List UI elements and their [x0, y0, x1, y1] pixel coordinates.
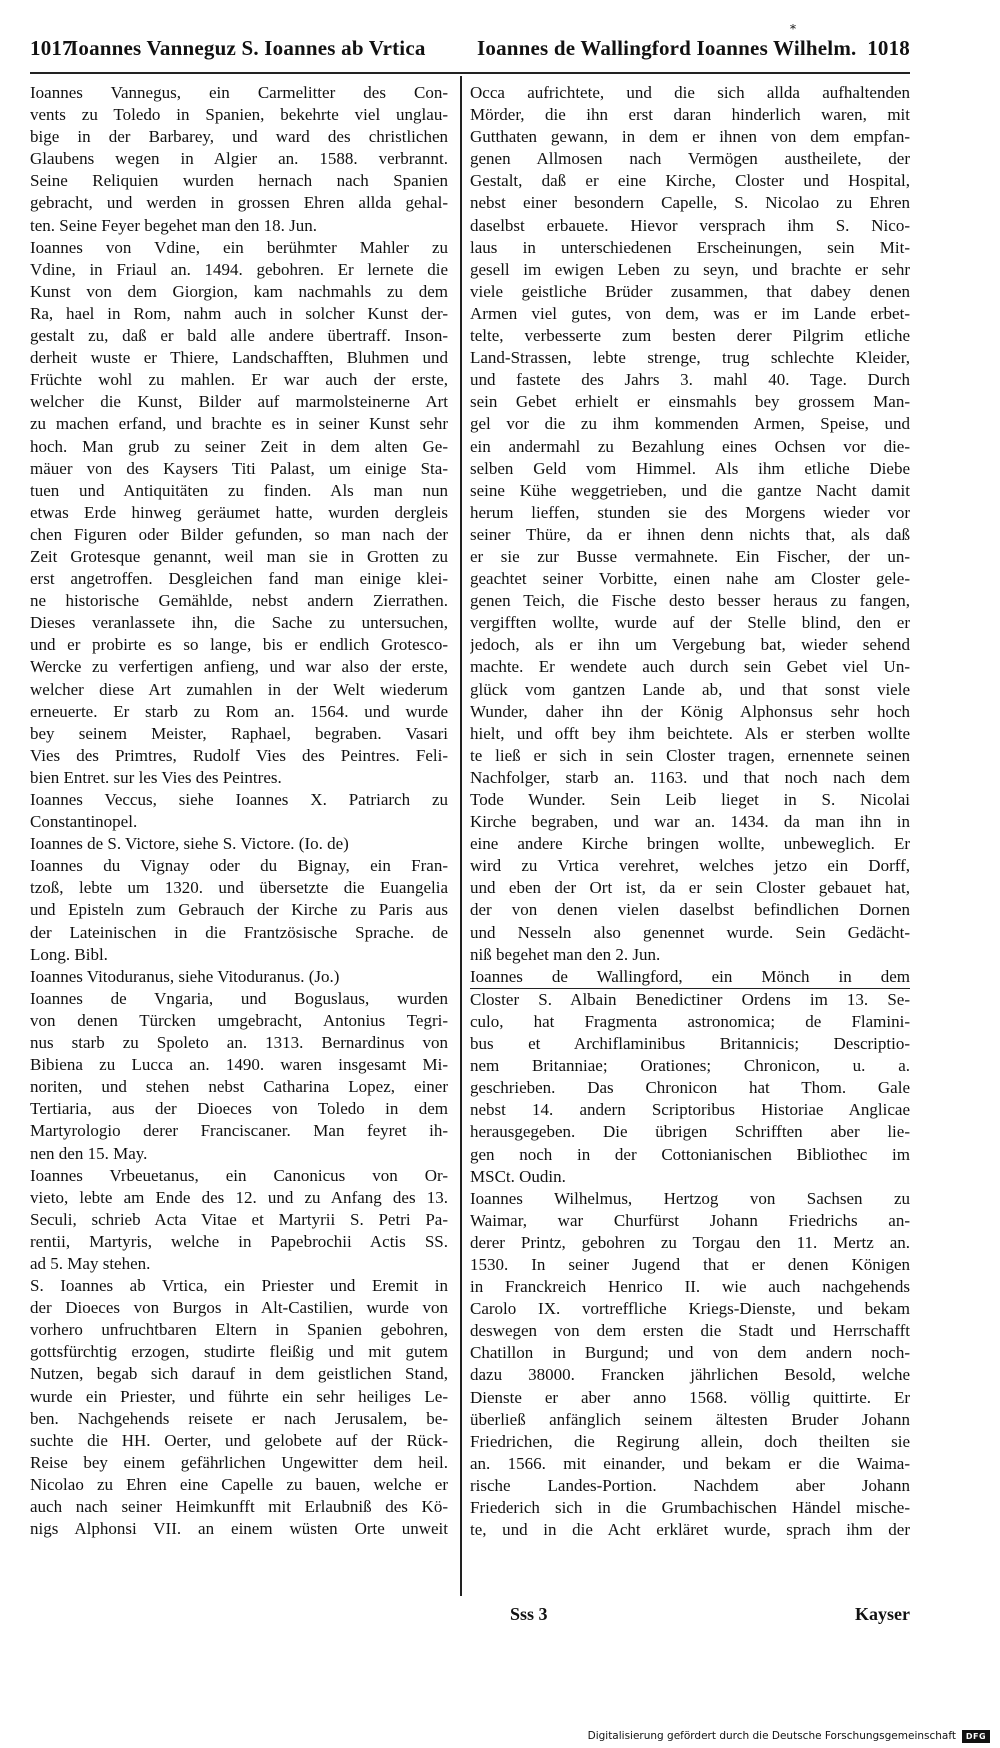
text-line: von denen Türcken umgebracht, Antonius Tegri- [30, 1010, 448, 1030]
text-line: Friederich sich in die Grumbachischen Händel mische- [470, 1498, 910, 1517]
text-line: nebst einer besondern Capelle, S. Nicolao zu Ehren [470, 193, 910, 213]
text-line: Ioannes de Vngaria, und Boguslaus, wurden [30, 988, 448, 1008]
digitization-footer [588, 1728, 990, 1744]
text-line: gestalt zu, daß er bald alle andere übertraff. Inson- [30, 326, 448, 346]
text-line: 1530. In seiner Jugend that er denen Königen [470, 1254, 910, 1274]
text-line: tuen und Antiquitäten zu finden. Als man nun [30, 480, 448, 500]
text-line: überließ anfänglich seinem ältesten Bruder Johann [470, 1409, 910, 1429]
text-line: S. Ioannes ab Vrtica, ein Priester und Eremit in [30, 1276, 448, 1296]
text-line: welcher die Kunst, Bilder auf marmolsteinerne Art [30, 392, 448, 412]
text-line: ten. Seine Feyer begehet man den 18. Jun. [30, 215, 318, 235]
text-line: Kirche begraben, und war an. 1434. da man ihn in [470, 812, 910, 832]
text-line: zu machen erfand, und brachte es in seiner Kunst sehr [30, 414, 448, 434]
text-line: Nutzen, begab sich darauf in dem geistlichen Stand, [30, 1364, 448, 1384]
text-line: erneuerte. Er starb zu Rom an. 1564. und wurde [30, 701, 448, 721]
text-line: Armen viel gutes, von dem, was er im Lande erbet- [470, 303, 910, 323]
text-line: laus in unterschiedenen Erscheinungen, sein Mit- [470, 237, 910, 257]
text-line: Friedrichen, die Regirung allein, doch theilten sie [470, 1431, 910, 1451]
text-line: Ioannes de Wallingford, ein Mönch in dem [470, 966, 910, 989]
text-line: Ioannes Wilhelmus, Hertzog von Sachsen zu [470, 1188, 910, 1208]
left-column [30, 82, 448, 1602]
text-line: vergifften wollte, wurde auf der Stelle blind, den er [470, 613, 910, 633]
text-line: Martyrologio derer Franciscaner. Man feyret ih- [30, 1121, 448, 1141]
text-line: eine andere Kirche bringen wollte, unbeweglich. Er [470, 834, 910, 854]
text-line: derheit wuste er Thiere, Landschafften, Bluhmen und [30, 348, 448, 368]
text-line: culo, hat Fragmenta astronomica; de Flamini- [470, 1011, 910, 1031]
text-line: gebracht, und werden in grossen Ehren allda gehal- [30, 193, 448, 213]
text-line: und Episteln zum Gebrauch der Kirche zu Paris aus [30, 900, 448, 920]
text-line: Nachfolger, starb an. 1163. und that noch nach dem [470, 767, 910, 787]
text-line: Ra, hael in Rom, nahm auch in solcher Kunst der- [30, 303, 448, 323]
text-line: Ioannes Veccus, siehe Ioannes X. Patriarch zu [30, 790, 448, 809]
signature-mark: Sss 3 [510, 1604, 548, 1624]
text-line: wurde ein Priester, und führte ein sehr heiliges Le- [30, 1386, 448, 1406]
text-line: te, und in die Acht erkläret wurde, sprach ihm der [470, 1520, 910, 1540]
text-line: ad 5. May stehen. [30, 1253, 151, 1273]
text-line: rentii, Martyris, welche in Papebrochii Actis SS. [30, 1231, 448, 1251]
text-line: erst angetroffen. Desgleichen fand man einige klei- [30, 569, 448, 589]
text-line: auch nach seiner Heimkunfft mit Erlaubniß des Kö- [30, 1497, 448, 1516]
text-line: Seculi, schrieb Acta Vitae et Martyrii S. Petri Pa- [30, 1209, 448, 1229]
text-line: ben. Nachgehends reisete er nach Jerusalem, be- [30, 1408, 448, 1428]
text-line: nem Britanniae; Orationes; Chronicon, u. a. [470, 1056, 910, 1076]
text-line: Früchte wohl zu mahlen. Er war auch der erste, [30, 370, 448, 390]
text-line: vorhero unfruchtbaren Eltern in Spanien gebohren, [30, 1320, 448, 1340]
text-line: Reise bey einem gefährlichen Ungewitter dem heil. [30, 1452, 448, 1472]
text-line: Seine Reliquien wurden hernach nach Spanien [30, 171, 448, 191]
text-line: seiner Thüre, da er ihnen denn nichts that, als daß [470, 524, 910, 544]
text-line: der Lateinischen in die Frantzösische Sprache. de [30, 922, 448, 942]
footer-credit: Digitalisierung gefördert durch die Deutsche Forschungsgemeinschaft [587, 1730, 956, 1742]
text-line: gen noch in der Cottonianischen Bibliothec im [470, 1144, 910, 1164]
text-line: hoch. Man grub zu seiner Zeit in dem alten Ge- [30, 436, 448, 456]
text-line: Gutthaten gewann, in dem er ihnen von dem empfan- [470, 127, 910, 147]
text-line: Land-Strassen, lebte strenge, trug schlechte Kleider, [470, 348, 910, 368]
running-header [30, 36, 910, 70]
text-line: suchte die HH. Oerter, und gelobete auf der Rück- [30, 1430, 448, 1450]
text-line: gesell im ewigen Leben zu seyn, und brachte er sehr [470, 259, 910, 279]
text-line: Vdine, in Friaul an. 1494. gebohren. Er lernete die [30, 259, 448, 279]
text-line: seine Kühe weggetrieben, und die gantze Nacht damit [470, 480, 910, 500]
page-number-right: 1018 [867, 36, 910, 60]
text-line: Chatillon in Burgund; und von dem andern noch- [470, 1343, 910, 1363]
text-line: machte. Er wendete auch durch sein Gebet viel Un- [470, 657, 910, 677]
text-line: Nicolao zu Ehren eine Capelle zu bauen, welche er [30, 1474, 448, 1494]
text-line: welcher diese Art zumahlen in der Welt wiederum [30, 679, 448, 699]
text-line: chen Figuren oder Bilder gefunden, so man nach der [30, 524, 448, 544]
text-line: Ioannes Vitoduranus, siehe Vitoduranus. (Jo.) [30, 966, 340, 986]
text-line: Zeit Grotesque genannt, weil man sie in Grotten zu [30, 546, 448, 566]
text-line: der von denen vielen daselbst befindlichen Dornen [470, 900, 910, 920]
text-line: Vies des Primtres, Rudolf Vies des Peintres. Feli- [30, 745, 448, 765]
text-line: etwas Erde hinweg geräumet hatte, wurden dergleis [30, 502, 448, 522]
text-line: rische Landes-Portion. Nachdem aber Johann [470, 1475, 910, 1495]
text-line: niß begehet man den 2. Jun. [470, 944, 661, 964]
text-line: genen Teich, die Fische desto besser heraus zu fangen, [470, 591, 910, 611]
text-line: nigs Alphonsi VII. an einem wüsten Orte unweit [30, 1519, 448, 1539]
text-line: Gestalt, daß er eine Kirche, Closter und Hospital, [470, 171, 910, 191]
text-line: daselbst erbauete. Hievor versprach ihm S. Nico- [470, 215, 910, 235]
text-line: Tode Wunder. Sein Leib lieget in S. Nicolai [470, 790, 910, 809]
text-line: Bibiena zu Lucca an. 1490. waren insgesamt Mi- [30, 1055, 448, 1075]
text-line: nebst 14. andern Scriptoribus Historiae Anglicae [470, 1100, 910, 1120]
text-line: und eben der Ort ist, da er sein Closter gebauet hat, [470, 878, 910, 898]
text-line: Kunst von dem Giorgion, kam nachmahls zu dem [30, 281, 448, 301]
text-line: genen Allmosen nach Vermögen austheilete, der [470, 149, 910, 169]
text-line: Waimar, war Churfürst Johann Friedrichs an- [470, 1210, 910, 1230]
page-number-left: 1017 [30, 36, 73, 60]
text-line: jedoch, als er ihn um Vergebung bat, wieder sehend [470, 635, 910, 655]
text-line: in Franckreich Henrico II. wie auch nachgehends [470, 1277, 910, 1297]
text-line: Ioannes von Vdine, ein berühmter Mahler zu [30, 237, 448, 257]
text-line: noriten, und stehen nebst Catharina Lopez, einer [30, 1077, 448, 1097]
text-line: hielt, und offt bey ihm beichtete. Als er sterben wollte [470, 723, 910, 743]
right-column [470, 82, 910, 1602]
header-rule [30, 72, 910, 74]
text-line: Glaubens wegen in Algier an. 1588. verbrannt. [30, 149, 448, 169]
text-line: Occa aufrichtete, und die sich allda aufhaltenden [470, 83, 910, 102]
top-mark: * [790, 22, 796, 36]
text-line: Tertiaria, aus der Dioeces von Toledo in dem [30, 1099, 448, 1119]
dfg-logo: DFG [962, 1730, 990, 1743]
text-line: gottsfürchtig erzogen, studirte fleißig und mit gutem [30, 1342, 448, 1362]
text-line: Carolo IX. vortreffliche Kriegs-Dienste, und bekam [470, 1299, 910, 1319]
text-line: bige in der Barbarey, und ward des christlichen [30, 127, 448, 147]
text-line: Ioannes Vrbeuetanus, ein Canonicus von Or- [30, 1165, 448, 1185]
text-line: Constantinopel. [30, 812, 138, 832]
text-line: dazu 38000. Francken jährlichen Besold, welche [470, 1365, 910, 1385]
text-line: bien Entret. sur les Vies des Peintres. [30, 767, 282, 787]
text-line: viele geistliche Brüder zusammen, that dabey denen [470, 281, 910, 301]
text-line: deswegen von dem ersten die Stadt und Herrschafft [470, 1321, 910, 1341]
text-line: und er probirte es so lange, bis er endlich Grotesco- [30, 635, 448, 655]
text-line: ne historische Gemählde, nebst andern Zierrathen. [30, 591, 448, 611]
text-line: te ließ er sich in sein Closter tragen, ernennete seinen [470, 745, 910, 765]
text-line: der Dioeces von Burgos in Alt-Castilien, wurde von [30, 1298, 448, 1318]
text-line: glück vom gantzen Lande ab, und that sonst viele [470, 679, 910, 699]
text-line: Closter S. Albain Benedictiner Ordens im 13. Se- [470, 989, 910, 1009]
header-right-title: Ioannes de Wallingford Ioannes Wilhelm. [477, 36, 857, 60]
text-line: herum lieffen, stunden sie des Morgens wieder vor [470, 502, 910, 522]
text-line: bey seinem Meister, Raphael, begraben. Vasari [30, 723, 448, 743]
text-line: bus et Archiflaminibus Britannicis; Descriptio- [470, 1034, 910, 1054]
text-line: gel vor die zu ihm kommenden Armen, Speise, und [470, 414, 910, 434]
text-line: mäuer von des Kaysers Titi Palast, um einige Sta- [30, 458, 448, 478]
text-line: Ioannes du Vignay oder du Bignay, ein Fran- [30, 856, 448, 876]
text-line: vents zu Toledo in Spanien, bekehrte viel unglau- [30, 105, 448, 125]
text-line: MSCt. Oudin. [470, 1166, 566, 1186]
text-line: er sie zur Busse vermahnete. Ein Fischer, der un- [470, 546, 910, 566]
text-line: geachtet seiner Vorbitte, einen nahe am Closter gele- [470, 569, 910, 589]
text-line: und Nesseln also genennet wurde. Sein Gedächt- [470, 922, 910, 942]
text-line: tzoß, lebte um 1320. und übersetzte die Euangelia [30, 878, 448, 898]
text-line: und fastete des Jahrs 3. mahl 40. Tage. Durch [470, 370, 910, 390]
text-line: wird zu Vrtica verehret, welches jetzo ein Dorff, [470, 856, 910, 876]
text-line: Ioannes Vannegus, ein Carmelitter des Con- [30, 83, 448, 102]
text-line: herausgegeben. Die übrigen Schrifften aber lie- [470, 1122, 910, 1142]
text-line: nus starb zu Spoleto an. 1313. Bernardinus von [30, 1033, 448, 1053]
text-line: Ioannes de S. Victore, siehe S. Victore. (Io. de) [30, 834, 349, 854]
text-line: Dieses veranlassete ihn, die Sache zu untersuchen, [30, 613, 448, 633]
text-line: ein andermahl zu Bezahlung eines Ochsen vor die- [470, 436, 910, 456]
text-line: sein Gebet erhielt er einsmahls bey grossem Man- [470, 392, 910, 412]
text-line: Dienste er aber anno 1568. völlig quittirte. Er [470, 1387, 910, 1407]
text-line: Wercke zu verfertigen anfieng, und war also der erste, [30, 657, 448, 677]
header-left-title: Ioannes Vanneguz S. Ioannes ab Vrtica [70, 36, 426, 60]
text-line: nen den 15. May. [30, 1143, 148, 1163]
text-line: Wunder, daher ihn der König Alphonsus sehr hoch [470, 701, 910, 721]
text-line: selben Geld vom Himmel. Als ihm etliche Diebe [470, 458, 910, 478]
column-divider [460, 76, 462, 1596]
text-line: Long. Bibl. [30, 944, 108, 964]
text-line: telte, verbesserte zum besten derer Pilgrim etliche [470, 326, 910, 346]
catchword: Kayser [855, 1604, 910, 1624]
text-line: Mörder, die ihn erst daran hinderlich waren, mit [470, 105, 910, 125]
text-line: geschrieben. Das Chronicon hat Thom. Gale [470, 1078, 910, 1098]
text-line: an. 1566. mit einander, und bekam er die Waima- [470, 1453, 910, 1473]
text-line: derer Printz, gebohren zu Torgau den 11. Mertz an. [470, 1232, 910, 1252]
text-line: vieto, lebte am Ende des 12. und zu Anfang des 13. [30, 1187, 448, 1207]
